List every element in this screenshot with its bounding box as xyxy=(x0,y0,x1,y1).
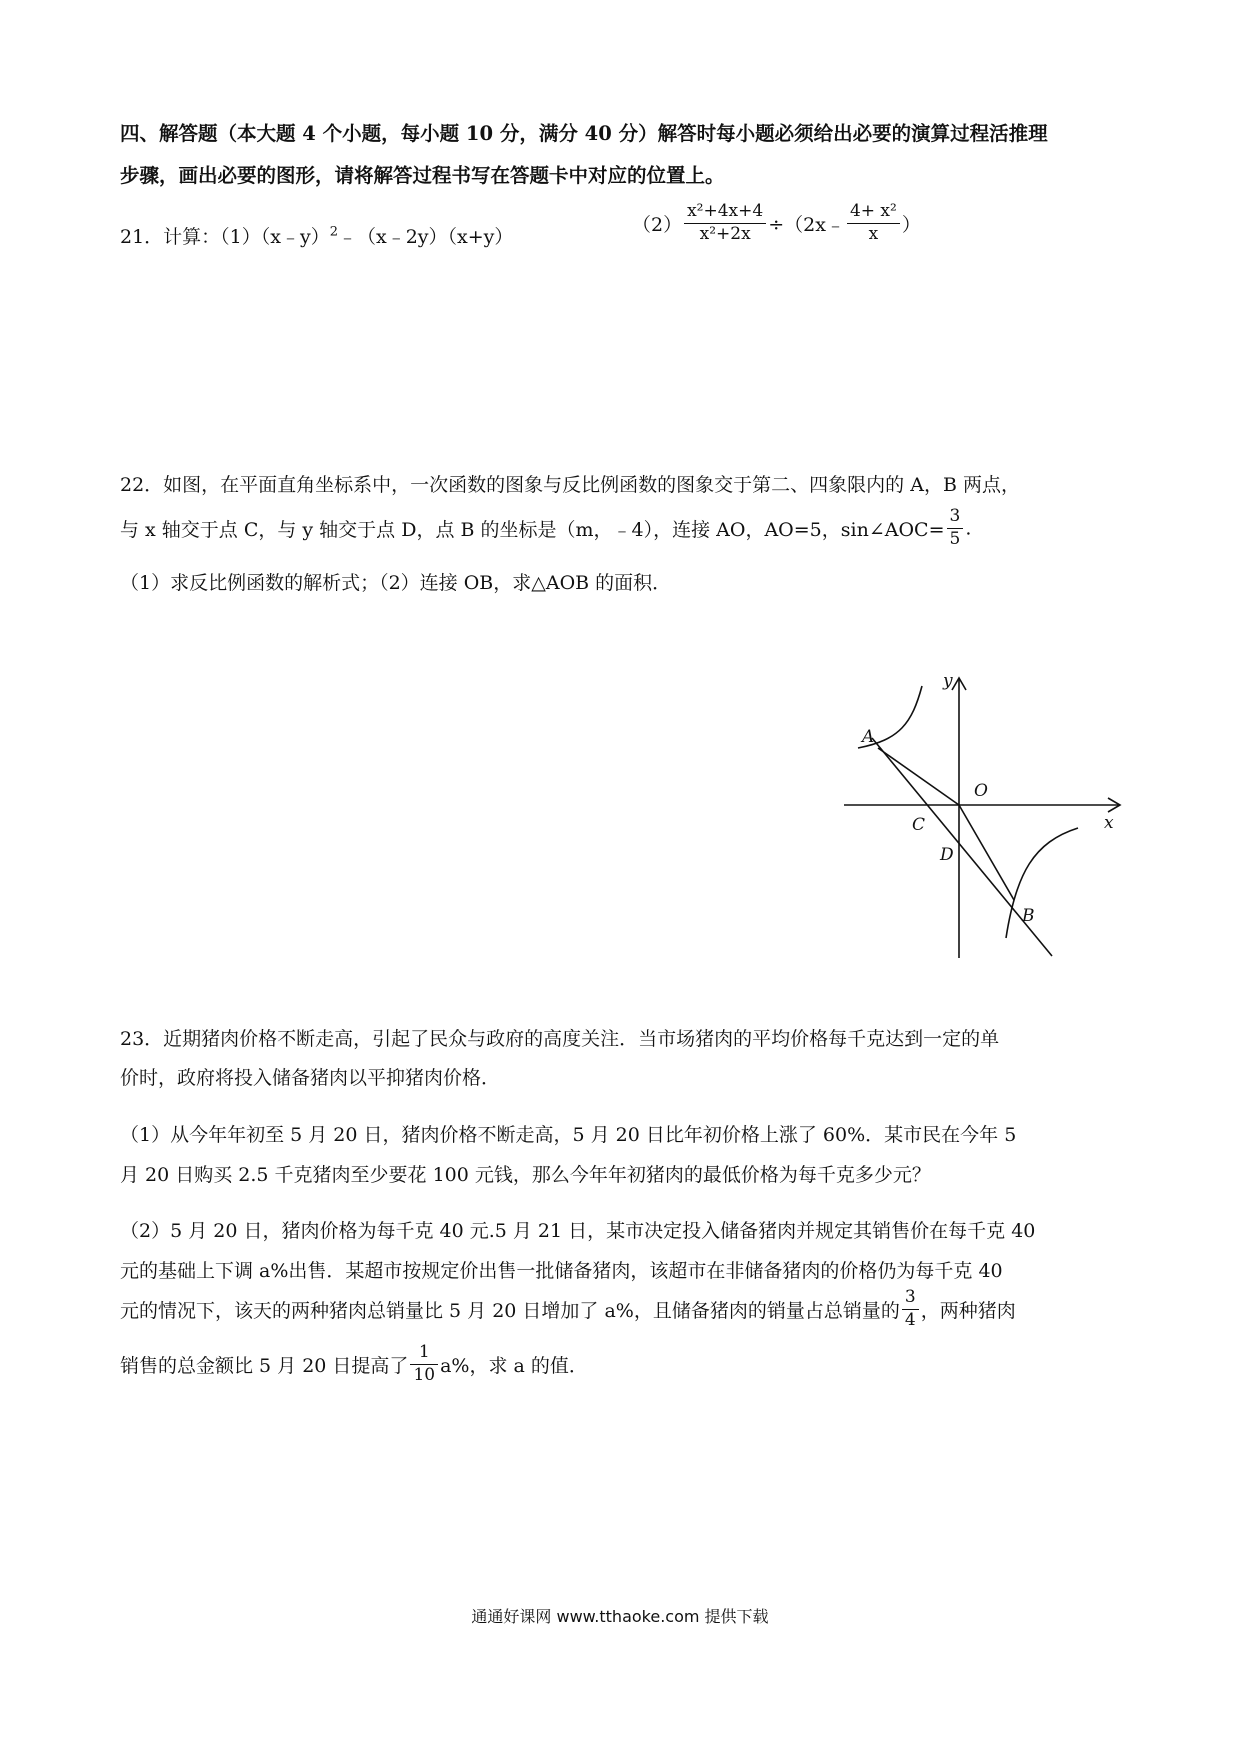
q21-fraction-1-den: x²+2x xyxy=(699,223,751,244)
label-a: A xyxy=(862,727,875,747)
label-c: C xyxy=(912,815,926,835)
q23-line8-end: a%，求 a 的值． xyxy=(440,1354,588,1377)
q22-fraction-num: 3 xyxy=(947,508,964,529)
q23-line5: （2）5 月 20 日，猪肉价格为每千克 40 元.5 月 21 日，某市决定投入储备猪肉并规定其销售价在每千克 40 xyxy=(120,1220,1036,1242)
q21-fraction-1-num: x²+4x+4 xyxy=(684,203,766,224)
q23-fraction-1-10-den: 10 xyxy=(413,1364,436,1385)
section-heading-line1: 四、解答题（本大题 4 个小题，每小题 10 分，满分 40 分）解答时每小题必须给出必要的演算过程活推理 xyxy=(120,122,1048,145)
q23-fraction-3-4-den: 4 xyxy=(904,1309,916,1330)
q21-fraction-1 xyxy=(684,203,766,244)
q23-line7-end: ，两种猪肉 xyxy=(920,1299,1016,1322)
q21-rest: ﹣（x﹣2y）（x+y） xyxy=(338,226,514,248)
q23-line7-text: 元的情况下，该天的两种猪肉总销量比 5 月 20 日增加了 a%，且储备猪肉的销量占总销量的 xyxy=(120,1299,900,1322)
q22-line3: （1）求反比例函数的解析式；（2）连接 OB，求△AOB 的面积． xyxy=(120,572,672,594)
q21-fraction-2-num: 4+ x² xyxy=(847,203,900,224)
q22-line1: 22．如图，在平面直角坐标系中，一次函数的图象与反比例函数的图象交于第二、四象限内的 A，B 两点， xyxy=(120,474,1020,496)
q22-fraction xyxy=(947,508,964,549)
q23-line6: 元的基础上下调 a%出售．某超市按规定价出售一批储备猪肉，该超市在非储备猪肉的价格仍为每千克 40 xyxy=(120,1260,1003,1282)
q21-lead: 21．计算：（1）（x﹣y） xyxy=(120,226,330,248)
q21-close: ） xyxy=(901,213,921,236)
q23-line3: （1）从今年年初至 5 月 20 日，猪肉价格不断走高，5 月 20 日比年初价格上涨了 60%．某市民在今年 5 xyxy=(120,1124,1017,1146)
q23-line4: 月 20 日购买 2.5 千克猪肉至少要花 100 元钱，那么今年年初猪肉的最低价格为每千克多少元？ xyxy=(120,1164,931,1186)
footer-source: 通通好课网 www.tthaoke.com 提供下载 xyxy=(471,1607,769,1626)
q23-line2: 价时，政府将投入储备猪肉以平抑猪肉价格． xyxy=(120,1067,501,1089)
q23-line8 xyxy=(120,1344,588,1385)
question-21-part2 xyxy=(632,203,921,244)
q21-fraction-2 xyxy=(847,203,900,244)
label-o: O xyxy=(974,781,988,801)
q23-fraction-1-10 xyxy=(410,1344,438,1385)
q21-part2-label: （2） xyxy=(632,213,683,236)
q23-fraction-3-4 xyxy=(902,1289,919,1330)
q22-line2 xyxy=(120,508,971,549)
question-21 xyxy=(120,222,513,249)
q21-fraction-2-den: x xyxy=(868,223,879,244)
section-heading-line2: 步骤，画出必要的图形，请将解答过程书写在答题卡中对应的位置上。 xyxy=(120,164,725,187)
label-d: D xyxy=(940,845,954,865)
q22-line2-text: 与 x 轴交于点 C，与 y 轴交于点 D，点 B 的坐标是（m，﹣4），连接 AO，AO=5，sin∠AOC= xyxy=(120,518,945,541)
label-b: B xyxy=(1022,906,1035,926)
q23-line1: 23．近期猪肉价格不断走高，引起了民众与政府的高度关注．当市场猪肉的平均价格每千克达到一定的单 xyxy=(120,1028,1000,1050)
q22-figure xyxy=(838,668,1130,968)
q23-fraction-3-4-num: 3 xyxy=(902,1289,919,1310)
q21-sup: 2 xyxy=(329,224,338,240)
hyperbola-lower-branch xyxy=(1006,828,1078,938)
segment-ao xyxy=(878,748,959,805)
q23-line8-text: 销售的总金额比 5 月 20 日提高了 xyxy=(120,1354,409,1377)
q21-div: ÷（2x﹣ xyxy=(768,213,845,236)
q23-line7 xyxy=(120,1289,1016,1330)
q22-fraction-den: 5 xyxy=(949,528,961,549)
label-x: x xyxy=(1104,813,1114,833)
q23-fraction-1-10-num: 1 xyxy=(410,1344,438,1365)
q22-line2-end: . xyxy=(965,517,972,540)
label-y: y xyxy=(943,671,953,691)
